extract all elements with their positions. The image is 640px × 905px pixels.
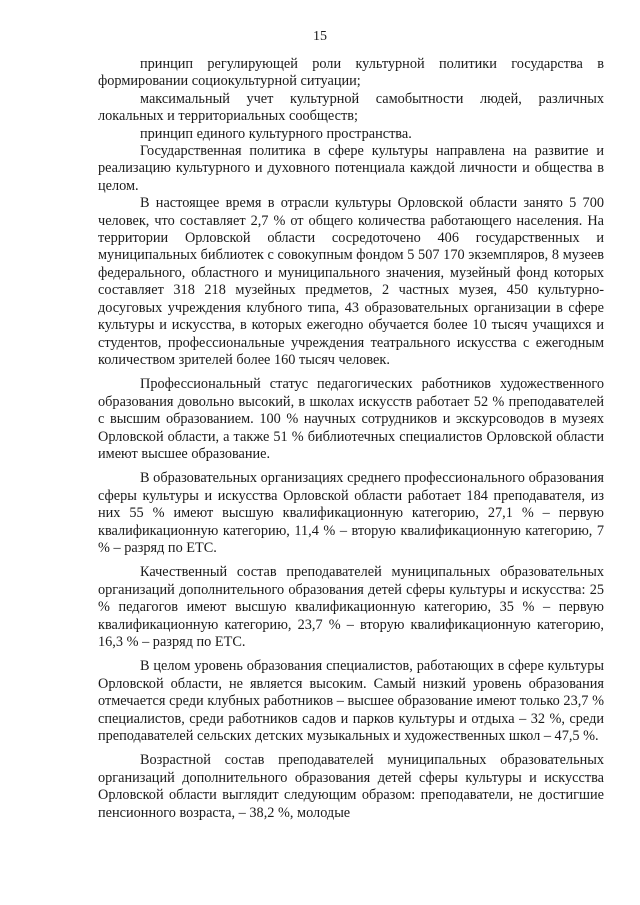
paragraph-principle-regulating-role: принцип регулирующей роли культурной политики государства в формировании социокультурной ситуации; [98,56,604,90]
paragraph-education-level: В целом уровень образования специалистов, работающих в сфере культуры Орловской области, не является высоким. Самый низкий уровень образования отмечается среди клубных работников – высшее образование имеют только 23,7 % специалистов, среди работников садов и парков культуры и отдыха – 32 %, среди преподавателей сельских детских музыкальных и художественных школ – 47,5 %. [98,658,604,745]
paragraph-additional-education-staff: Качественный состав преподавателей муниципальных образовательных организаций дополнительного образования детей сферы культуры и искусства: 25 % педагогов имеют высшую квалификационную категорию, 35 % – первую квалификационную категорию, 23,7 % – вторую квалификационную категорию, 16,3 % – разряд по ЕТС. [98,564,604,650]
paragraph-secondary-education-staff: В образовательных организациях среднего профессионального образования сферы культуры и искусства Орловской области работает 184 преподавателя, из них 55 % имеют высшую квалификационную категорию, 27,1 % – первую квалификационную категорию, 11,4 % – вторую квалификационную категорию, 7 % – разряд по ЕТС. [98,470,604,556]
paragraph-single-cultural-space: принцип единого культурного пространства. [140,125,412,142]
paragraph-professional-status: Профессиональный статус педагогических работников художественного образования довольно высокий, в школах искусств работает 52 % преподавателей с высшим образованием. 100 % научных сотрудников и экскурсоводов в музеях Орловской области, а также 51 % библиотечных специалистов Орловской области имеют высшее образование. [98,376,604,462]
page-number: 15 [313,29,327,44]
paragraph-cultural-identity: максимальный учет культурной самобытности людей, различных локальных и территориальных сообществ; [98,90,604,125]
paragraph-culture-sector-statistics: В настоящее время в отрасли культуры Орловской области занято 5 700 человек, что составляет 2,7 % от общего количества работающего населения. На территории Орловской области сосредоточено 406 государственных и муниципальных библиотек с совокупным фондом 5 507 170 экземпляров, 8 музеев федерального, областного и муниципального значения, музейный фонд которых составляет 318 218 музейных предметов, 2 частных музея, 450 культурно-досуговых учреждения клубного типа, 43 образовательных организации в сфере культуры и искусства, в которых ежегодно обучается более 10 тысяч учащихся и студентов, профессиональные учреждения театрального искусства с ежегодным количеством зрителей более 160 тысяч человек. [98,195,604,368]
paragraph-age-composition: Возрастной состав преподавателей муниципальных образовательных организаций дополнительного образования детей сферы культуры и искусства Орловской области выглядит следующим образом: преподаватели, не достигшие пенсионного возраста, – 38,2 %, молодые [98,752,604,821]
paragraph-state-policy: Государственная политика в сфере культуры направлена на развитие и реализацию культурного и духовного потенциала каждой личности и общества в целом. [98,143,604,194]
body-text [98,56,604,822]
